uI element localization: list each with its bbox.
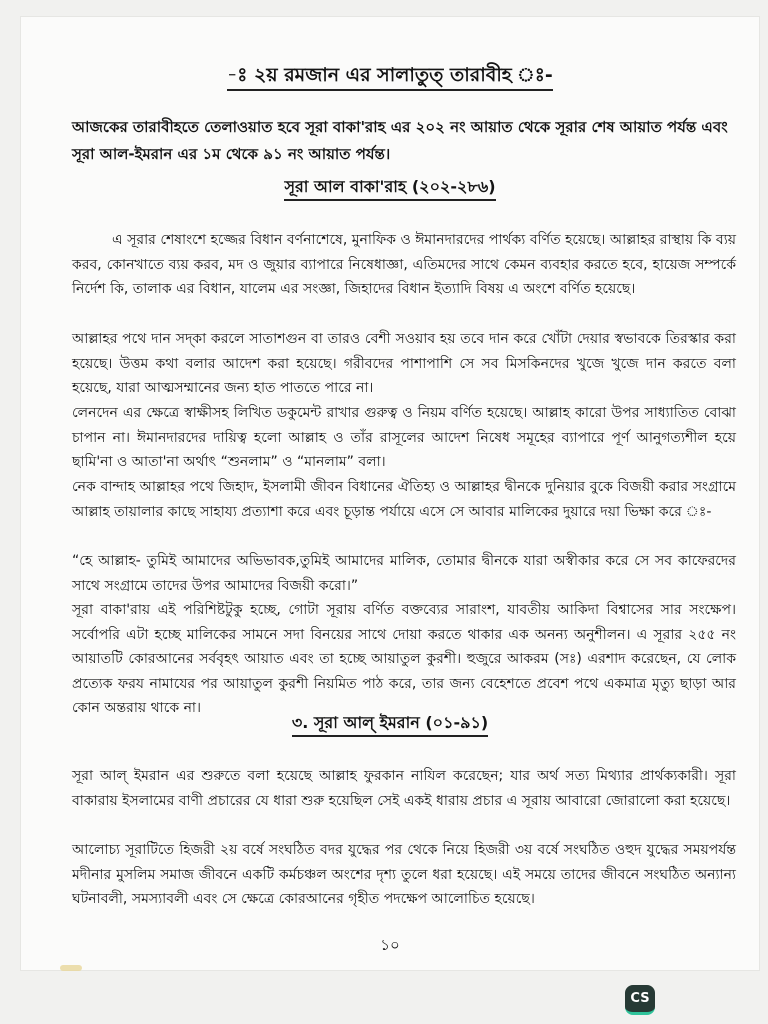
quote-paragraph: “হে আল্লাহ- তুমিই আমাদের অভিভাবক,তুমিই আমাদের মালিক, তোমার দ্বীনকে যারা অস্বীকার করে সে সব কাফেরদের সাথে সংগ্রামে তাদের উপর আমাদের বিজয়ী করো।” (72, 553, 736, 594)
paragraph: সূরা আল্ ইমরান এর শুরুতে বলা হয়েছে আল্লাহ ফুরকান নাযিল করেছেন; যার অর্থ সত্য মিথ্যার প্রার্থক্যকারী। সূরা বাকারায় ইসলামের বাণী প্রচারের যে ধারা শুরু হয়েছিল সেই একই ধারায় প্রচার এ সূরায় আবারো জোরালো করা হয়েছে। (72, 768, 736, 809)
paragraph: এ সূরার শেষাংশে হজ্জের বিধান বর্ণনাশেষে, মুনাফিক ও ঈমানদারদের পার্থক্য বর্ণিত হয়েছে। আল্লাহর রাস্থায় কি ব্যয় করব, কোনখাতে ব্যয় করব, মদ ও জুয়ার ব্যাপারে নিষেধাজ্ঞা, এতিমদের সাথে কেমন ব্যবহার করতে হবে, হায়েজ সম্পর্কে নির্দেশ কি, তালাক এর বিধান, যালেম এর সংজ্ঞা, জিহাদের বিধান ইত্যাদি বিষয় এ অংশে বর্ণিত হয়েছে। (72, 232, 736, 298)
document-page (20, 16, 760, 971)
section-heading-baqarah: সূরা আল বাকা'রাহ (২০২-২৮৬) (20, 174, 760, 201)
paragraph: আলোচ্য সূরাটিতে হিজরী ২য় বর্ষে সংঘঠিত বদর যুদ্ধের পর থেকে নিয়ে হিজরী ৩য় বর্ষে সংঘঠিত ওহুদ যুদ্ধের সময়পর্যন্ত মদীনার মুসলিম সমাজ জীবনে একটি কর্মচঞ্চল অংশের দৃশ্য তুলে ধরা হয়েছে। এই সময়ে তাদের জীবনে সংঘঠিত অন্যান্য ঘটনাবলী, সমস্যাবলী এবং সে ক্ষেত্রে কোরআনের গৃহীত পদক্ষেপ আলোচিত হয়েছে। (72, 842, 736, 908)
intro-text: আজকের তারাবীহতে তেলাওয়াত হবে সূরা বাকা'রাহ এর ২০২ নং আয়াত থেকে সূরার শেষ আয়াত পর্যন্ত এবং সূরা আল-ইমরান এর ১ম থেকে ৯১ নং আয়াত পর্যন্ত। (72, 118, 728, 163)
paragraph: লেনদেন এর ক্ষেত্রে স্বাক্ষীসহ লিখিত ডকুমেন্ট রাখার গুরুত্ব ও নিয়ম বর্ণিত হয়েছে। আল্লাহ কারো উপর সাধ্যাতিত বোঝা চাপান না। ঈমানদারদের দায়িত্ব হলো আল্লাহ ও তাঁর রাসূলের আদেশ নিষেধ সমূহের ব্যাপারে পূর্ণ আনুগত্যশীল হয়ে ছামি'না ও আতা'না অর্থাৎ “শুনলাম” ও “মানলাম” বলা। (72, 405, 736, 471)
paragraph: সূরা বাকা'রায় এই পরিশিষ্টটুকু হচ্ছে, গোটা সূরায় বর্ণিত বক্তব্যের সারাংশ, যাবতীয় আকিদা বিশ্বাসের সার সংক্ষেপ। সর্বোপরি এটা হচ্ছে মালিকের সামনে সদা বিনয়ের সাথে দোয়া করতে থাকার এক অনন্য অনুশীলন। এ সূরার ২৫৫ নং আয়াতটি কোরআনের সর্ববৃহৎ আয়াত এবং তা হচ্ছে আয়াতুল কুরশী। হুজুরে আকরম (সঃ) এরশাদ করেছেন, যে লোক প্রত্যেক ফরয নামাযের পর আয়াতুল কুরশী নিয়মিত পাঠ করে, তার জন্য বেহেশতে প্রবেশ পথে একমাত্র মৃত্যু ছাড়া আর কোন অন্তরায় থাকে না। (72, 602, 736, 717)
paragraph: আল্লাহর পথে দান সদ্কা করলে সাতাশগুন বা তারও বেশী সওয়াব হয় তবে দান করে খোঁটা দেয়ার স্বভাবকে তিরস্কার করা হয়েছে। উত্তম কথা বলার আদেশ করা হয়েছে। গরীবদের পাশাপাশি সে সব মিসকিনদের খুজে খুজে দান করতে বলা হয়েছে, যারা আত্মসম্মানের জন্য হাত পাততে পারে না। (72, 331, 736, 397)
paragraph: নেক বান্দাহ আল্লাহর পথে জিহাদ, ইসলামী জীবন বিধানের ঐতিহ্য ও আল্লাহর দ্বীনকে দুনিয়ার বুকে বিজয়ী করার সংগ্রামে আল্লাহ তায়ালার কাছে সাহায্য প্রত্যাশা করে এবং চূড়ান্ত পর্যায়ে এসে সে আবার মালিকের দুয়ারে দয়া ভিক্ষা করে ঃ- (72, 479, 736, 520)
page-number: ১০ (380, 936, 400, 954)
camscanner-logo-icon: CS (625, 985, 655, 1015)
section-heading-imran: ৩. সূরা আল্ ইমরান (০১-৯১) (20, 710, 760, 737)
page-title: -ঃ ২য় রমজান এর সালাতুত্ তারাবীহ ঃ- (20, 61, 760, 93)
scan-stain (60, 965, 82, 971)
